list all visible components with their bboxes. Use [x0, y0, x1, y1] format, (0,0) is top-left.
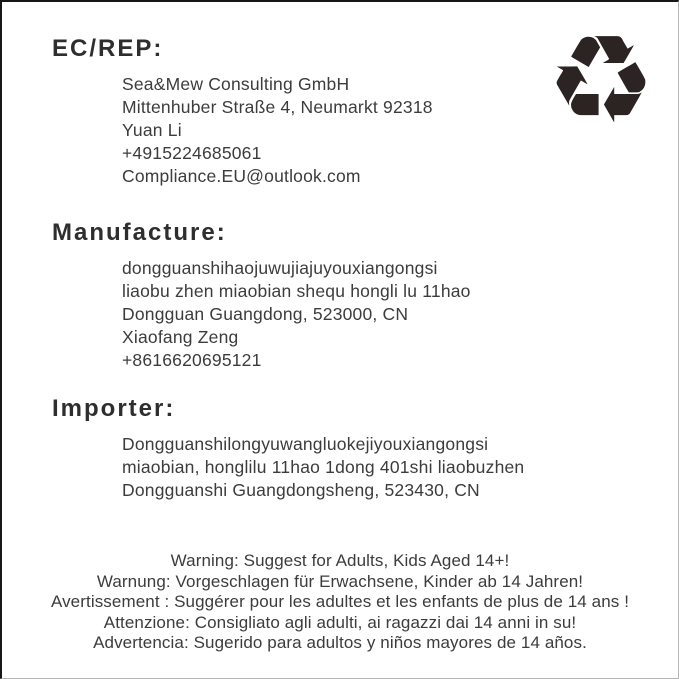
manufacture-phone: +8616620695121: [122, 350, 262, 370]
importer-city: Dongguanshi Guangdongsheng, 523430, CN: [122, 480, 480, 500]
section-manufacture: [52, 220, 648, 372]
manufacture-city: Dongguan Guangdong, 523000, CN: [122, 304, 409, 324]
ec-rep-contact-name: Yuan Li: [122, 120, 182, 140]
manufacture-heading: Manufacture:: [52, 219, 227, 246]
warnings-block: [2, 551, 678, 654]
recycling-symbol-glyph: ♻: [546, 9, 656, 151]
manufacture-lines: [122, 257, 648, 372]
ec-rep-heading: EC/REP:: [52, 35, 164, 62]
section-ec-rep: [52, 36, 648, 188]
importer-address: miaobian, honglilu 11hao 1dong 401shi liaobuzhen: [122, 457, 525, 477]
manufacture-company: dongguanshihaojuwujiajuyouxiangongsi: [122, 258, 438, 278]
manufacture-address: liaobu zhen miaobian shequ hongli lu 11hao: [122, 281, 471, 301]
section-importer: [52, 396, 648, 502]
importer-heading: Importer:: [52, 395, 176, 422]
warning-english: Warning: Suggest for Adults, Kids Aged 14+!: [170, 551, 510, 570]
ec-rep-address: Mittenhuber Straße 4, Neumarkt 92318: [122, 97, 433, 117]
importer-company: Dongguanshilongyuwangluokejiyouxiangongsi: [122, 434, 489, 454]
warning-italian: Attenzione: Consigliato agli adulti, ai ragazzi dai 14 anni in su!: [103, 612, 577, 632]
ec-rep-phone: +4915224685061: [122, 143, 262, 163]
ec-rep-email: Compliance.EU@outlook.com: [122, 166, 361, 186]
warning-german: Warnung: Vorgeschlagen für Erwachsene, Kinder ab 14 Jahren!: [96, 571, 584, 591]
warning-french: Avertissement : Suggérer pour les adultes et les enfants de plus de 14 ans !: [50, 592, 630, 611]
ec-rep-company: Sea&Mew Consulting GmbH: [122, 74, 350, 94]
warning-spanish: Advertencia: Sugerido para adultos y niños mayores de 14 años.: [93, 633, 587, 652]
ec-rep-lines: [122, 73, 648, 188]
importer-lines: [122, 433, 648, 502]
manufacture-contact-name: Xiaofang Zeng: [122, 327, 239, 347]
